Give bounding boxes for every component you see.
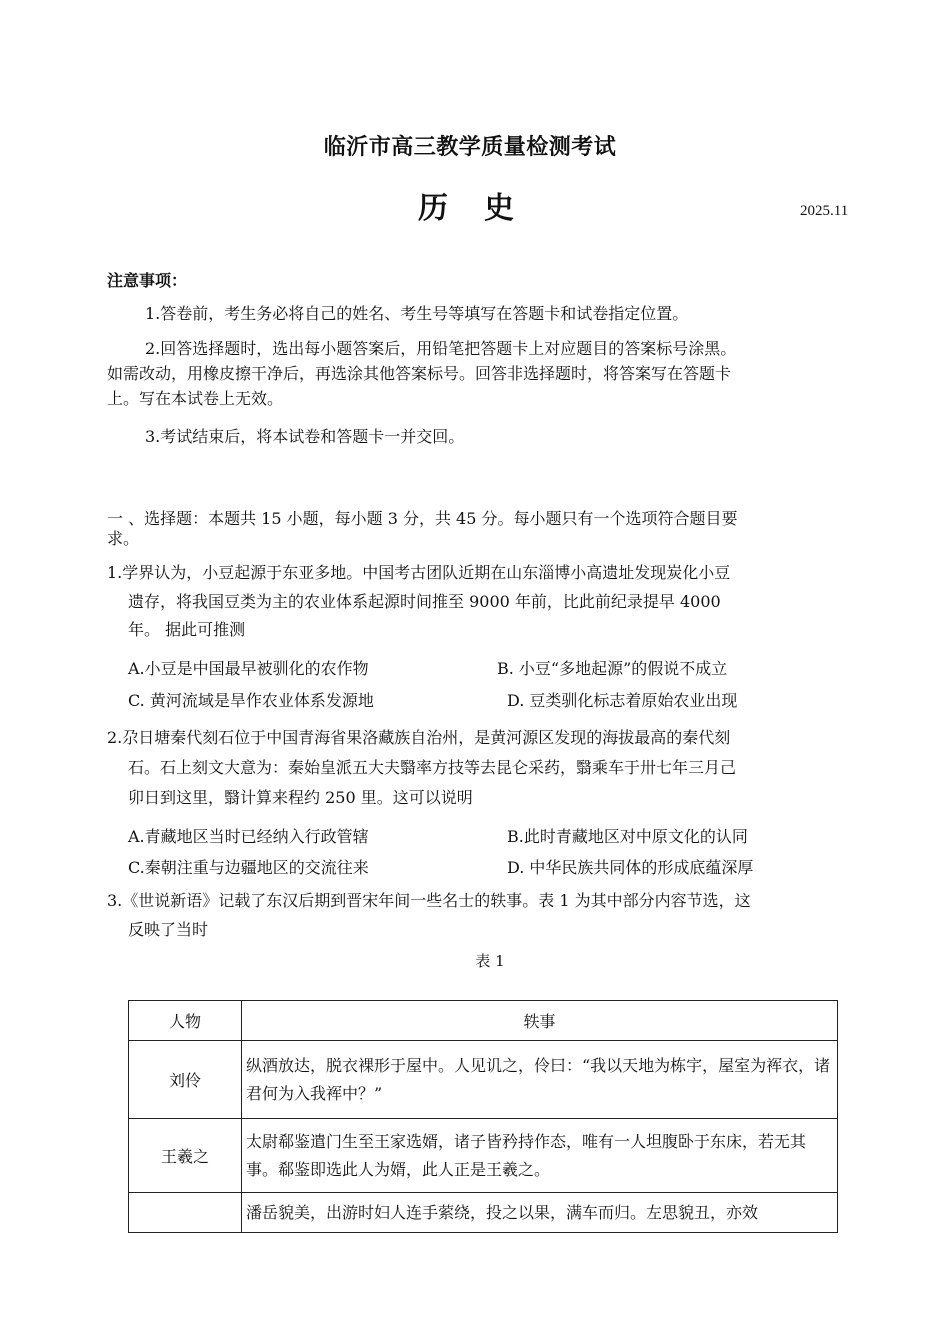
question-2-text: 石。石上刻文大意为：秦始皇派五大夫翳率方技等去昆仑采药，翳乘车于卅七年三月己: [128, 758, 737, 777]
table-1: [128, 1000, 838, 1233]
row-person: 刘伶: [129, 1041, 242, 1119]
question-2-option-c: C.秦朝注重与边疆地区的交流往来: [128, 858, 369, 877]
header-story: 轶事: [242, 1001, 838, 1041]
notice-item: 如需改动，用橡皮擦干净后，再选涂其他答案标号。回答非选择题时，将答案写在答题卡: [107, 364, 732, 383]
question-3-text: 反映了当时: [128, 920, 209, 939]
question-1-option-c: C. 黄河流域是旱作农业体系发源地: [128, 691, 374, 710]
question-1-text: 年。 据此可推测: [128, 620, 246, 639]
row-person: [129, 1193, 242, 1233]
section-heading-cont: 求。: [107, 529, 140, 548]
row-story-text: 纵酒放达，脱衣裸形于屋中。人见讥之，伶曰：“我以天地为栋宇，屋室为裈衣，诸君何为入我裈中？”: [246, 1055, 831, 1103]
row-story-text: 潘岳貌美，出游时妇人连手萦绕，投之以果，满车而归。左思貌丑，亦效: [246, 1202, 759, 1222]
notice-item: 3.考试结束后，将本试卷和答题卡一并交回。: [145, 427, 465, 446]
row-person: 王羲之: [129, 1119, 242, 1193]
question-1-option-d: D. 豆类驯化标志着原始农业出现: [507, 691, 738, 710]
exam-date: 2025.11: [800, 203, 849, 219]
question-1-option-a: A.小豆是中国最早被驯化的农作物: [128, 659, 369, 678]
question-2-text: 卯日到这里，翳计算来程约 250 里。这可以说明: [128, 788, 473, 807]
exam-title: 临沂市高三教学质量检测考试: [323, 135, 617, 160]
notice-item: 2.回答选择题时，选出每小题答案后，用铅笔把答题卡上对应题目的答案标号涂黑。: [145, 339, 737, 358]
row-story: [242, 1119, 838, 1193]
notice-item: 1.答卷前，考生务必将自己的姓名、考生号等填写在答题卡和试卷指定位置。: [145, 304, 689, 323]
subject-title: 历史: [418, 191, 550, 226]
section-heading: 一 、选择题：本题共 15 小题，每小题 3 分，共 45 分。每小题只有一个选项符合题目要: [107, 509, 738, 528]
question-3-text: 3.《世说新语》记载了东汉后期到晋宋年间一些名士的轶事。表 1 为其中部分内容节选，这: [107, 891, 751, 910]
question-2-text: 2.尕日塘秦代刻石位于中国青海省果洛藏族自治州，是黄河源区发现的海拔最高的秦代刻: [107, 728, 731, 747]
table-row: [129, 1119, 838, 1193]
notice-heading: 注意事项：: [107, 271, 188, 290]
question-1-option-b: B. 小豆“多地起源”的假说不成立: [497, 659, 728, 678]
row-story: [242, 1193, 838, 1233]
question-1-text: 遗存，将我国豆类为主的农业体系起源时间推至 9000 年前，比此前纪录提早 4000: [128, 592, 721, 611]
table-caption: 表 1: [475, 952, 505, 970]
question-2-option-b: B.此时青藏地区对中原文化的认同: [507, 827, 748, 846]
header-person: 人物: [129, 1001, 242, 1041]
table-row: [129, 1193, 838, 1233]
row-story-text: 太尉郗鉴遣门生至王家选婿，诸子皆矜持作态，唯有一人坦腹卧于东床，若无其事。郗鉴即选此人为婿，此人正是王羲之。: [246, 1131, 807, 1179]
notice-item: 上。写在本试卷上无效。: [107, 389, 284, 408]
row-story: [242, 1041, 838, 1119]
question-2-option-d: D. 中华民族共同体的形成底蕴深厚: [507, 858, 754, 877]
table-row: [129, 1041, 838, 1119]
question-2-option-a: A.青藏地区当时已经纳入行政管辖: [128, 827, 369, 846]
table-header-row: [129, 1001, 838, 1041]
question-1-text: 1.学界认为，小豆起源于东亚多地。中国考古团队近期在山东淄博小高遗址发现炭化小豆: [107, 563, 731, 582]
